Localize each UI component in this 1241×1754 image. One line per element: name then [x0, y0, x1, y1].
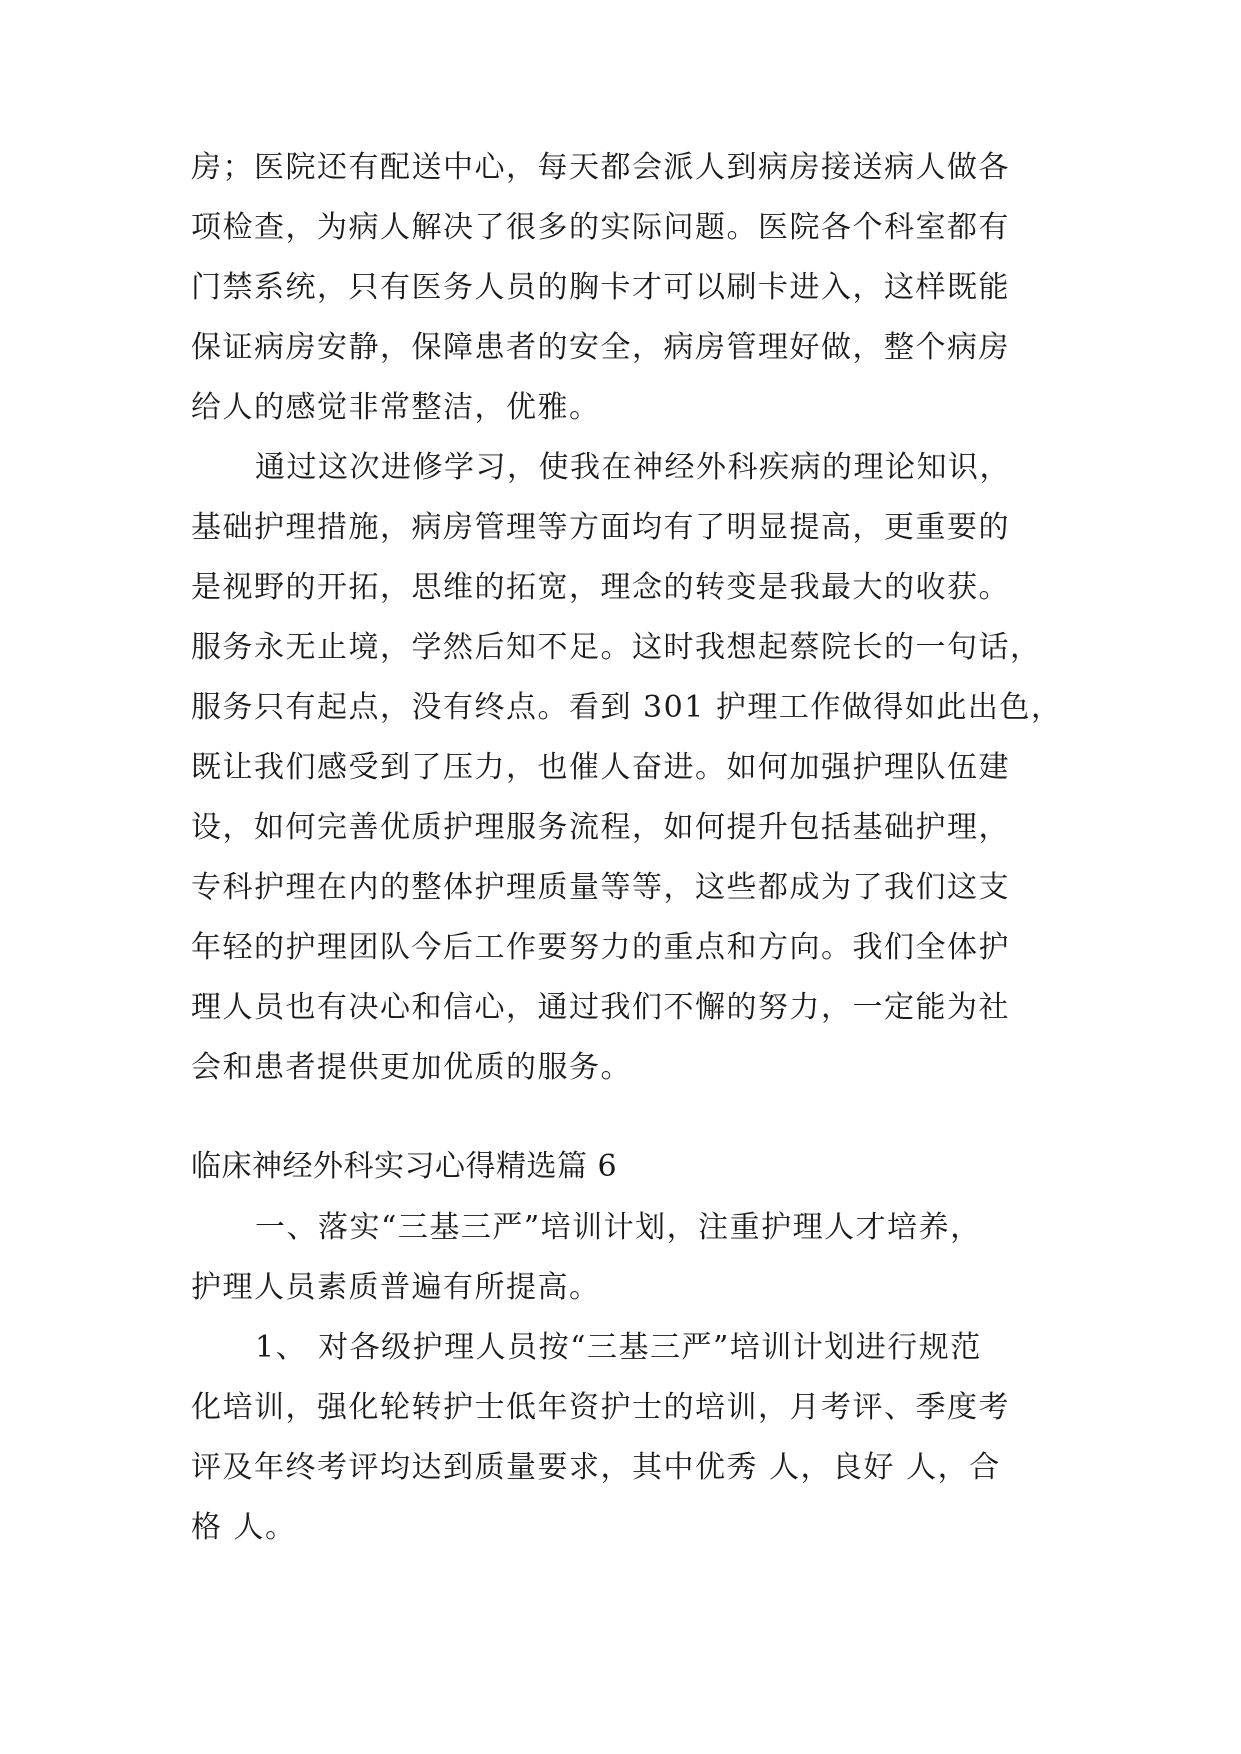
- paragraph-line: 评及年终考评均达到质量要求，其中优秀 人，良好 人，合: [191, 1450, 1001, 1485]
- paragraph-line: 化培训，强化轮转护士低年资护士的培训，月考评、季度考: [191, 1390, 1010, 1425]
- paragraph-line: 1、 对各级护理人员按“三基三严”培训计划进行规范: [255, 1330, 982, 1365]
- paragraph-line: 服务永无止境，学然后知不足。这时我想起蔡院长的一句话，: [191, 630, 1042, 665]
- paragraph-line: 格 人。: [191, 1510, 297, 1545]
- paragraph-line: 护理人员素质普遍有所提高。: [191, 1270, 601, 1305]
- paragraph-line: 服务只有起点，没有终点。看到 301 护理工作做得如此出色，: [191, 690, 1063, 725]
- paragraph-line: 会和患者提供更加优质的服务。: [191, 1050, 632, 1085]
- paragraph-line: 设，如何完善优质护理服务流程，如何提升包括基础护理，: [191, 810, 1010, 845]
- paragraph-line: 给人的感觉非常整洁，优雅。: [191, 390, 601, 425]
- paragraph-line: 基础护理措施，病房管理等方面均有了明显提高，更重要的: [191, 510, 1010, 545]
- section-heading: 临床神经外科实习心得精选篇 6: [191, 1149, 618, 1184]
- paragraph-line: 既让我们感受到了压力，也催人奋进。如何加强护理队伍建: [191, 750, 1010, 785]
- paragraph-line: 通过这次进修学习，使我在神经外科疾病的理论知识，: [255, 450, 1011, 485]
- paragraph-line: 保证病房安静，保障患者的安全，病房管理好做，整个病房: [191, 330, 1010, 365]
- paragraph-line: 房；医院还有配送中心，每天都会派人到病房接送病人做各: [191, 150, 1010, 185]
- paragraph-line: 一、落实“三基三严”培训计划，注重护理人才培养，: [255, 1210, 982, 1245]
- paragraph-line: 是视野的开拓，思维的拓宽，理念的转变是我最大的收获。: [191, 570, 1010, 605]
- paragraph-line: 专科护理在内的整体护理质量等等，这些都成为了我们这支: [191, 870, 1010, 905]
- paragraph-line: 门禁系统，只有医务人员的胸卡才可以刷卡进入，这样既能: [191, 270, 1010, 305]
- paragraph-line: 年轻的护理团队今后工作要努力的重点和方向。我们全体护: [191, 930, 1010, 965]
- paragraph-line: 理人员也有决心和信心，通过我们不懈的努力，一定能为社: [191, 990, 1010, 1025]
- paragraph-line: 项检查，为病人解决了很多的实际问题。医院各个科室都有: [191, 210, 1010, 245]
